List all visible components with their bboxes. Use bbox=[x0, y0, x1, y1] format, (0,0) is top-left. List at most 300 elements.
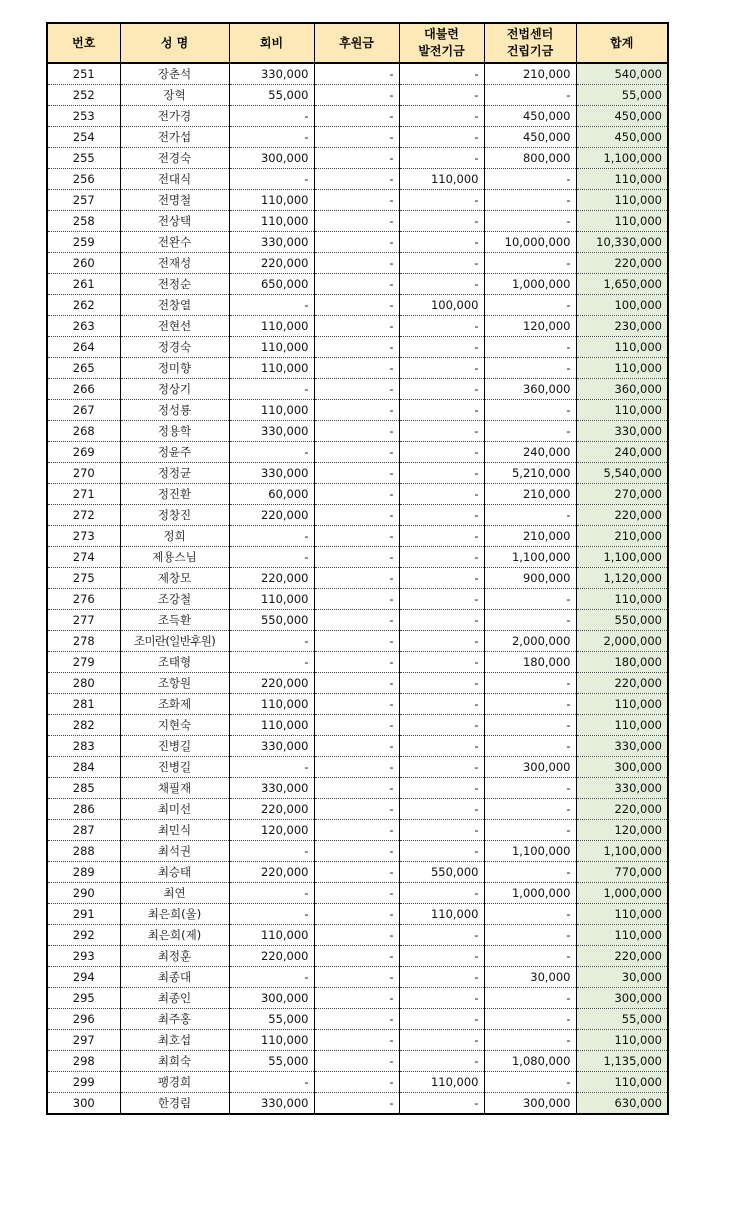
table-row bbox=[47, 463, 668, 484]
sponsorship-cell: - bbox=[314, 442, 399, 463]
building-fund-cell: 210,000 bbox=[484, 526, 576, 547]
fee-cell: 55,000 bbox=[229, 1009, 314, 1030]
development-fund-cell: - bbox=[399, 484, 484, 505]
sponsorship-cell: - bbox=[314, 715, 399, 736]
table-body bbox=[47, 63, 668, 1114]
total-cell: 630,000 bbox=[576, 1093, 668, 1115]
development-fund-cell: - bbox=[399, 967, 484, 988]
development-fund-cell: - bbox=[399, 379, 484, 400]
fee-cell: - bbox=[229, 295, 314, 316]
building-fund-cell: - bbox=[484, 988, 576, 1009]
fee-cell: 60,000 bbox=[229, 484, 314, 505]
total-cell: 110,000 bbox=[576, 337, 668, 358]
row-number: 280 bbox=[47, 673, 120, 694]
total-cell: 330,000 bbox=[576, 421, 668, 442]
member-name: 전경숙 bbox=[120, 148, 229, 169]
row-number: 293 bbox=[47, 946, 120, 967]
table-row bbox=[47, 841, 668, 862]
member-name: 조화제 bbox=[120, 694, 229, 715]
member-name: 전가경 bbox=[120, 106, 229, 127]
building-fund-cell: - bbox=[484, 820, 576, 841]
member-name: 최종인 bbox=[120, 988, 229, 1009]
table-row bbox=[47, 547, 668, 568]
header-building-fund: 전법센터 건립기금 bbox=[484, 23, 576, 63]
row-number: 291 bbox=[47, 904, 120, 925]
development-fund-cell: 110,000 bbox=[399, 1072, 484, 1093]
building-fund-cell: - bbox=[484, 253, 576, 274]
fee-cell: - bbox=[229, 169, 314, 190]
fee-cell: 220,000 bbox=[229, 799, 314, 820]
member-name: 제용스님 bbox=[120, 547, 229, 568]
fee-cell: 650,000 bbox=[229, 274, 314, 295]
building-fund-cell: - bbox=[484, 1030, 576, 1051]
sponsorship-cell: - bbox=[314, 274, 399, 295]
row-number: 258 bbox=[47, 211, 120, 232]
building-fund-cell: 1,000,000 bbox=[484, 274, 576, 295]
total-cell: 110,000 bbox=[576, 1030, 668, 1051]
table-row bbox=[47, 232, 668, 253]
development-fund-cell: - bbox=[399, 988, 484, 1009]
table-row bbox=[47, 379, 668, 400]
member-name: 정상기 bbox=[120, 379, 229, 400]
table-row bbox=[47, 358, 668, 379]
development-fund-cell: - bbox=[399, 1051, 484, 1072]
total-cell: 360,000 bbox=[576, 379, 668, 400]
development-fund-cell: - bbox=[399, 358, 484, 379]
total-cell: 120,000 bbox=[576, 820, 668, 841]
building-fund-cell: - bbox=[484, 694, 576, 715]
sponsorship-cell: - bbox=[314, 63, 399, 85]
building-fund-cell: 900,000 bbox=[484, 568, 576, 589]
member-name: 최종대 bbox=[120, 967, 229, 988]
table-row bbox=[47, 148, 668, 169]
building-fund-cell: - bbox=[484, 505, 576, 526]
table-row bbox=[47, 862, 668, 883]
building-fund-cell: - bbox=[484, 673, 576, 694]
sponsorship-cell: - bbox=[314, 1030, 399, 1051]
development-fund-cell: - bbox=[399, 106, 484, 127]
fee-cell: 330,000 bbox=[229, 463, 314, 484]
member-name: 최연 bbox=[120, 883, 229, 904]
member-name: 전완수 bbox=[120, 232, 229, 253]
total-cell: 1,100,000 bbox=[576, 547, 668, 568]
fee-cell: 110,000 bbox=[229, 337, 314, 358]
development-fund-cell: - bbox=[399, 442, 484, 463]
sponsorship-cell: - bbox=[314, 127, 399, 148]
table-row bbox=[47, 190, 668, 211]
building-fund-cell: 10,000,000 bbox=[484, 232, 576, 253]
building-fund-cell: 1,100,000 bbox=[484, 841, 576, 862]
development-fund-cell: 110,000 bbox=[399, 169, 484, 190]
development-fund-cell: - bbox=[399, 463, 484, 484]
total-cell: 300,000 bbox=[576, 757, 668, 778]
building-fund-cell: - bbox=[484, 946, 576, 967]
sponsorship-cell: - bbox=[314, 904, 399, 925]
total-cell: 110,000 bbox=[576, 925, 668, 946]
fee-cell: 330,000 bbox=[229, 232, 314, 253]
row-number: 271 bbox=[47, 484, 120, 505]
development-fund-cell: - bbox=[399, 673, 484, 694]
sponsorship-cell: - bbox=[314, 379, 399, 400]
total-cell: 220,000 bbox=[576, 799, 668, 820]
row-number: 292 bbox=[47, 925, 120, 946]
row-number: 256 bbox=[47, 169, 120, 190]
member-name: 정창진 bbox=[120, 505, 229, 526]
member-name: 전명철 bbox=[120, 190, 229, 211]
table-row bbox=[47, 484, 668, 505]
fee-cell: 110,000 bbox=[229, 694, 314, 715]
row-number: 260 bbox=[47, 253, 120, 274]
row-number: 274 bbox=[47, 547, 120, 568]
member-name: 최희숙 bbox=[120, 1051, 229, 1072]
total-cell: 540,000 bbox=[576, 63, 668, 85]
building-fund-cell: - bbox=[484, 190, 576, 211]
sponsorship-cell: - bbox=[314, 85, 399, 106]
total-cell: 770,000 bbox=[576, 862, 668, 883]
table-row bbox=[47, 736, 668, 757]
sponsorship-cell: - bbox=[314, 652, 399, 673]
development-fund-cell: - bbox=[399, 610, 484, 631]
table-row bbox=[47, 421, 668, 442]
table-row bbox=[47, 274, 668, 295]
development-fund-cell: - bbox=[399, 946, 484, 967]
development-fund-cell: - bbox=[399, 400, 484, 421]
table-row bbox=[47, 85, 668, 106]
development-fund-cell: - bbox=[399, 883, 484, 904]
development-fund-cell: - bbox=[399, 1093, 484, 1115]
development-fund-cell: - bbox=[399, 232, 484, 253]
development-fund-cell: - bbox=[399, 652, 484, 673]
sponsorship-cell: - bbox=[314, 484, 399, 505]
row-number: 267 bbox=[47, 400, 120, 421]
table-row bbox=[47, 106, 668, 127]
header-fee: 회비 bbox=[229, 23, 314, 63]
development-fund-cell: - bbox=[399, 63, 484, 85]
building-fund-cell: 5,210,000 bbox=[484, 463, 576, 484]
development-fund-cell: - bbox=[399, 841, 484, 862]
row-number: 261 bbox=[47, 274, 120, 295]
total-cell: 330,000 bbox=[576, 736, 668, 757]
total-cell: 550,000 bbox=[576, 610, 668, 631]
row-number: 290 bbox=[47, 883, 120, 904]
table-row bbox=[47, 967, 668, 988]
sponsorship-cell: - bbox=[314, 883, 399, 904]
fee-cell: - bbox=[229, 967, 314, 988]
member-name: 전현선 bbox=[120, 316, 229, 337]
building-fund-cell: 1,000,000 bbox=[484, 883, 576, 904]
table-row bbox=[47, 253, 668, 274]
development-fund-cell: - bbox=[399, 820, 484, 841]
row-number: 270 bbox=[47, 463, 120, 484]
member-name: 조미란(일반후원) bbox=[120, 631, 229, 652]
sponsorship-cell: - bbox=[314, 1009, 399, 1030]
fee-cell: 330,000 bbox=[229, 63, 314, 85]
table-row bbox=[47, 694, 668, 715]
fee-cell: 55,000 bbox=[229, 1051, 314, 1072]
member-name: 전창열 bbox=[120, 295, 229, 316]
development-fund-cell: - bbox=[399, 148, 484, 169]
building-fund-cell: - bbox=[484, 862, 576, 883]
table-row bbox=[47, 610, 668, 631]
sponsorship-cell: - bbox=[314, 253, 399, 274]
member-name: 정정균 bbox=[120, 463, 229, 484]
sponsorship-cell: - bbox=[314, 568, 399, 589]
row-number: 282 bbox=[47, 715, 120, 736]
member-name: 최미선 bbox=[120, 799, 229, 820]
table-row bbox=[47, 63, 668, 85]
building-fund-cell: 120,000 bbox=[484, 316, 576, 337]
member-name: 정진환 bbox=[120, 484, 229, 505]
member-name: 전정순 bbox=[120, 274, 229, 295]
development-fund-cell: - bbox=[399, 778, 484, 799]
building-fund-cell: 210,000 bbox=[484, 63, 576, 85]
table-row bbox=[47, 799, 668, 820]
row-number: 277 bbox=[47, 610, 120, 631]
fee-cell: - bbox=[229, 652, 314, 673]
member-name: 최은희(울) bbox=[120, 904, 229, 925]
sponsorship-cell: - bbox=[314, 757, 399, 778]
building-fund-cell: 360,000 bbox=[484, 379, 576, 400]
row-number: 266 bbox=[47, 379, 120, 400]
sponsorship-cell: - bbox=[314, 358, 399, 379]
building-fund-cell: - bbox=[484, 736, 576, 757]
sponsorship-cell: - bbox=[314, 1051, 399, 1072]
sponsorship-cell: - bbox=[314, 589, 399, 610]
total-cell: 110,000 bbox=[576, 904, 668, 925]
development-fund-cell: 100,000 bbox=[399, 295, 484, 316]
total-cell: 110,000 bbox=[576, 190, 668, 211]
table-row bbox=[47, 442, 668, 463]
sponsorship-cell: - bbox=[314, 946, 399, 967]
development-fund-cell: - bbox=[399, 736, 484, 757]
member-name: 정용학 bbox=[120, 421, 229, 442]
building-fund-cell: - bbox=[484, 421, 576, 442]
development-fund-cell: - bbox=[399, 526, 484, 547]
building-fund-cell: - bbox=[484, 778, 576, 799]
development-fund-cell: - bbox=[399, 1009, 484, 1030]
building-fund-cell: - bbox=[484, 610, 576, 631]
development-fund-cell: 110,000 bbox=[399, 904, 484, 925]
table-row bbox=[47, 946, 668, 967]
table-row bbox=[47, 337, 668, 358]
sponsorship-cell: - bbox=[314, 925, 399, 946]
total-cell: 30,000 bbox=[576, 967, 668, 988]
row-number: 288 bbox=[47, 841, 120, 862]
fee-cell: 220,000 bbox=[229, 862, 314, 883]
development-fund-cell: - bbox=[399, 694, 484, 715]
member-name: 정윤주 bbox=[120, 442, 229, 463]
member-name: 최민식 bbox=[120, 820, 229, 841]
header-row bbox=[47, 23, 668, 63]
table-row bbox=[47, 904, 668, 925]
fee-cell: 300,000 bbox=[229, 988, 314, 1009]
fee-cell: 220,000 bbox=[229, 946, 314, 967]
fee-cell: 110,000 bbox=[229, 925, 314, 946]
development-fund-cell: - bbox=[399, 190, 484, 211]
table-row bbox=[47, 631, 668, 652]
member-name: 진병길 bbox=[120, 757, 229, 778]
sponsorship-cell: - bbox=[314, 148, 399, 169]
building-fund-cell: - bbox=[484, 358, 576, 379]
table-row bbox=[47, 820, 668, 841]
development-fund-cell: - bbox=[399, 316, 484, 337]
development-fund-cell: - bbox=[399, 757, 484, 778]
row-number: 262 bbox=[47, 295, 120, 316]
sponsorship-cell: - bbox=[314, 862, 399, 883]
sponsorship-cell: - bbox=[314, 316, 399, 337]
row-number: 297 bbox=[47, 1030, 120, 1051]
total-cell: 110,000 bbox=[576, 358, 668, 379]
fee-cell: - bbox=[229, 547, 314, 568]
fee-cell: 220,000 bbox=[229, 505, 314, 526]
fee-cell: 330,000 bbox=[229, 736, 314, 757]
sponsorship-cell: - bbox=[314, 232, 399, 253]
header-development-fund: 대불련 발전기금 bbox=[399, 23, 484, 63]
row-number: 289 bbox=[47, 862, 120, 883]
header-name: 성 명 bbox=[120, 23, 229, 63]
building-fund-cell: - bbox=[484, 295, 576, 316]
total-cell: 210,000 bbox=[576, 526, 668, 547]
fee-cell: - bbox=[229, 904, 314, 925]
building-fund-cell: - bbox=[484, 211, 576, 232]
total-cell: 1,120,000 bbox=[576, 568, 668, 589]
building-fund-cell: - bbox=[484, 925, 576, 946]
fee-cell: - bbox=[229, 883, 314, 904]
member-name: 한경림 bbox=[120, 1093, 229, 1115]
row-number: 253 bbox=[47, 106, 120, 127]
building-fund-cell: - bbox=[484, 1009, 576, 1030]
row-number: 255 bbox=[47, 148, 120, 169]
table-row bbox=[47, 1093, 668, 1115]
fee-cell: - bbox=[229, 442, 314, 463]
sponsorship-cell: - bbox=[314, 1093, 399, 1115]
building-fund-cell: - bbox=[484, 589, 576, 610]
total-cell: 1,100,000 bbox=[576, 148, 668, 169]
development-fund-cell: - bbox=[399, 715, 484, 736]
sponsorship-cell: - bbox=[314, 820, 399, 841]
member-name: 전상택 bbox=[120, 211, 229, 232]
building-fund-cell: 240,000 bbox=[484, 442, 576, 463]
development-fund-cell: - bbox=[399, 253, 484, 274]
building-fund-cell: 180,000 bbox=[484, 652, 576, 673]
member-name: 조강철 bbox=[120, 589, 229, 610]
fee-cell: - bbox=[229, 106, 314, 127]
row-number: 281 bbox=[47, 694, 120, 715]
fee-cell: - bbox=[229, 631, 314, 652]
total-cell: 1,000,000 bbox=[576, 883, 668, 904]
table-row bbox=[47, 652, 668, 673]
building-fund-cell: 30,000 bbox=[484, 967, 576, 988]
total-cell: 450,000 bbox=[576, 106, 668, 127]
table-row bbox=[47, 1051, 668, 1072]
sponsorship-cell: - bbox=[314, 400, 399, 421]
fee-cell: 300,000 bbox=[229, 148, 314, 169]
development-fund-cell: - bbox=[399, 505, 484, 526]
member-name: 최정훈 bbox=[120, 946, 229, 967]
row-number: 276 bbox=[47, 589, 120, 610]
fee-cell: 110,000 bbox=[229, 358, 314, 379]
total-cell: 230,000 bbox=[576, 316, 668, 337]
total-cell: 110,000 bbox=[576, 169, 668, 190]
sponsorship-cell: - bbox=[314, 526, 399, 547]
table-row bbox=[47, 1030, 668, 1051]
sponsorship-cell: - bbox=[314, 988, 399, 1009]
row-number: 285 bbox=[47, 778, 120, 799]
building-fund-cell: - bbox=[484, 715, 576, 736]
total-cell: 110,000 bbox=[576, 211, 668, 232]
total-cell: 220,000 bbox=[576, 253, 668, 274]
row-number: 296 bbox=[47, 1009, 120, 1030]
member-name: 제창모 bbox=[120, 568, 229, 589]
row-number: 279 bbox=[47, 652, 120, 673]
fee-cell: 110,000 bbox=[229, 190, 314, 211]
sponsorship-cell: - bbox=[314, 463, 399, 484]
fee-cell: 55,000 bbox=[229, 85, 314, 106]
sponsorship-cell: - bbox=[314, 169, 399, 190]
header-sponsorship: 후원금 bbox=[314, 23, 399, 63]
sponsorship-cell: - bbox=[314, 505, 399, 526]
building-fund-cell: - bbox=[484, 400, 576, 421]
member-name: 최석권 bbox=[120, 841, 229, 862]
building-fund-cell: - bbox=[484, 169, 576, 190]
development-fund-cell: - bbox=[399, 631, 484, 652]
sponsorship-cell: - bbox=[314, 799, 399, 820]
fee-cell: - bbox=[229, 127, 314, 148]
building-fund-cell: 800,000 bbox=[484, 148, 576, 169]
sponsorship-cell: - bbox=[314, 106, 399, 127]
total-cell: 220,000 bbox=[576, 505, 668, 526]
development-fund-cell: - bbox=[399, 568, 484, 589]
row-number: 257 bbox=[47, 190, 120, 211]
total-cell: 1,135,000 bbox=[576, 1051, 668, 1072]
row-number: 269 bbox=[47, 442, 120, 463]
member-name: 정미향 bbox=[120, 358, 229, 379]
fee-cell: - bbox=[229, 757, 314, 778]
member-name: 최주홍 bbox=[120, 1009, 229, 1030]
sponsorship-cell: - bbox=[314, 337, 399, 358]
member-name: 조태형 bbox=[120, 652, 229, 673]
member-name: 전재성 bbox=[120, 253, 229, 274]
total-cell: 330,000 bbox=[576, 778, 668, 799]
row-number: 278 bbox=[47, 631, 120, 652]
building-fund-cell: - bbox=[484, 904, 576, 925]
total-cell: 1,100,000 bbox=[576, 841, 668, 862]
fee-cell: 120,000 bbox=[229, 820, 314, 841]
member-name: 정희 bbox=[120, 526, 229, 547]
total-cell: 220,000 bbox=[576, 673, 668, 694]
row-number: 251 bbox=[47, 63, 120, 85]
row-number: 300 bbox=[47, 1093, 120, 1115]
sponsorship-cell: - bbox=[314, 190, 399, 211]
sponsorship-cell: - bbox=[314, 673, 399, 694]
development-fund-cell: - bbox=[399, 421, 484, 442]
fee-cell: 110,000 bbox=[229, 211, 314, 232]
development-fund-cell: - bbox=[399, 85, 484, 106]
sponsorship-cell: - bbox=[314, 736, 399, 757]
row-number: 284 bbox=[47, 757, 120, 778]
total-cell: 1,650,000 bbox=[576, 274, 668, 295]
member-name: 최승태 bbox=[120, 862, 229, 883]
building-fund-cell: 2,000,000 bbox=[484, 631, 576, 652]
row-number: 298 bbox=[47, 1051, 120, 1072]
row-number: 272 bbox=[47, 505, 120, 526]
building-fund-cell: - bbox=[484, 1072, 576, 1093]
table-row bbox=[47, 1072, 668, 1093]
fee-cell: - bbox=[229, 526, 314, 547]
development-fund-cell: - bbox=[399, 799, 484, 820]
fee-cell: - bbox=[229, 379, 314, 400]
header-total: 합계 bbox=[576, 23, 668, 63]
